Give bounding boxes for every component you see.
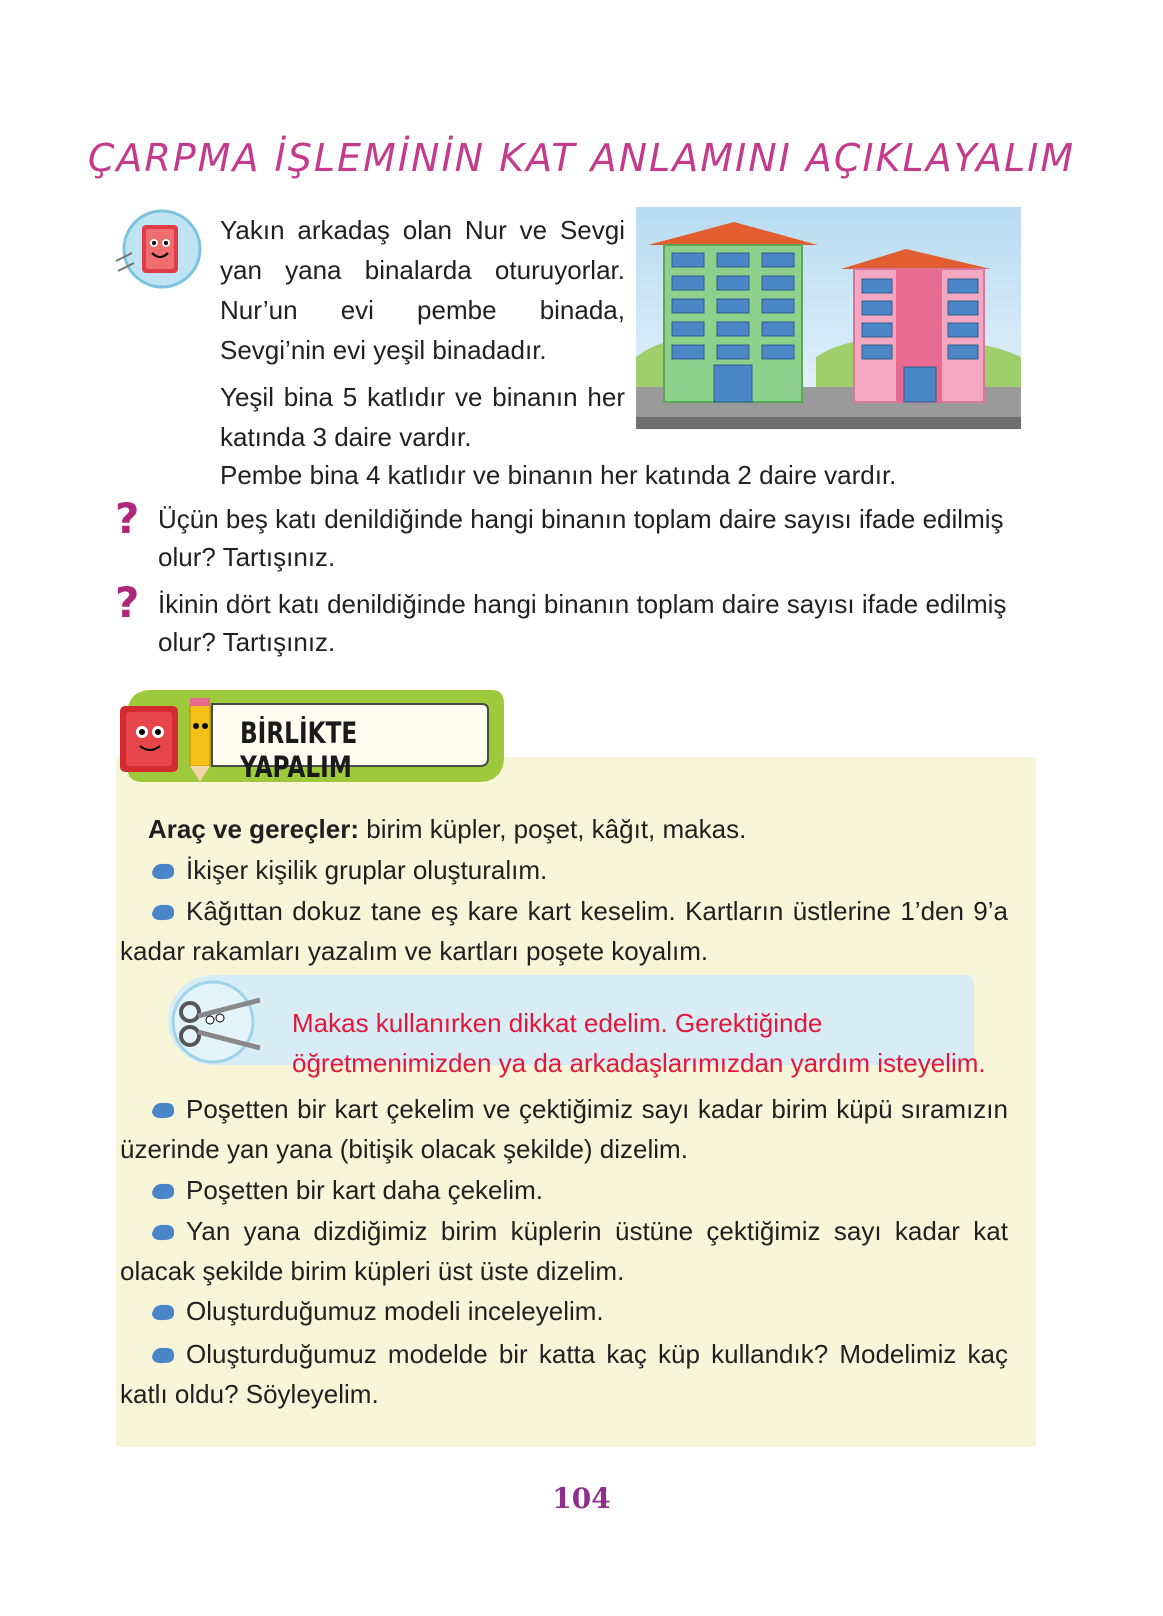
intro-paragraph-1: Yakın arkadaş olan Nur ve Sevgi yan yana binalarda oturuyorlar. Nur’un evi pembe binada, Sevgi’nin evi yeşil binadadır. xyxy=(220,215,625,365)
buildings-illustration xyxy=(636,207,1021,429)
bullet-icon xyxy=(150,1181,176,1201)
intro-paragraph-3: Pembe bina 4 katlıdır ve binanın her katında 2 daire vardır. xyxy=(220,460,897,490)
scissors-icon xyxy=(168,978,263,1066)
bullet-icon xyxy=(150,902,176,922)
page-title: ÇARPMA İŞLEMİNİN KAT ANLAMINI AÇIKLAYALIM xyxy=(87,136,1076,180)
materials-label: Araç ve gereçler: xyxy=(148,814,360,844)
step-6 xyxy=(150,1291,1010,1331)
section-banner-label: BİRLİKTE YAPALIM xyxy=(240,716,358,784)
step-text: Yan yana dizdiğimiz birim küplerin üstüne çektiğimiz sayı kadar kat olacak şekilde birim küpleri üst üste dizelim. xyxy=(120,1216,1008,1286)
intro-paragraph-2: Yeşil bina 5 katlıdır ve binanın her katında 3 daire vardır. xyxy=(220,382,625,452)
bullet-icon xyxy=(150,1345,176,1365)
step-3 xyxy=(120,1089,1008,1169)
section-banner xyxy=(112,686,507,786)
question-1: Üçün beş katı denildiğinde hangi binanın toplam daire sayısı ifade edilmiş olur? Tartışınız. xyxy=(158,504,1004,572)
materials-text: birim küpler, poşet, kâğıt, makas. xyxy=(359,814,747,844)
step-1 xyxy=(150,850,1010,890)
warning-text: Makas kullanırken dikkat edelim. Gerektiğinde öğretmenimizden ya da arkadaşlarımızdan yardım isteyelim. xyxy=(292,1008,986,1078)
notebook-mascot-icon xyxy=(112,205,207,290)
question-mark-icon: ? xyxy=(115,494,140,543)
step-7 xyxy=(120,1334,1008,1414)
step-2 xyxy=(120,891,1008,971)
step-text: Poşetten bir kart daha çekelim. xyxy=(186,1175,543,1205)
step-text: Oluşturduğumuz modelde bir katta kaç küp kullandık? Modelimiz kaç katlı oldu? Söyleyelim. xyxy=(120,1339,1008,1409)
step-text: Oluşturduğumuz modeli inceleyelim. xyxy=(186,1296,604,1326)
page-number: 104 xyxy=(552,1482,611,1515)
question-mark-icon: ? xyxy=(115,578,140,627)
step-text: İkişer kişilik gruplar oluşturalım. xyxy=(186,855,548,885)
step-4 xyxy=(150,1170,1010,1210)
materials-line xyxy=(148,809,746,849)
bullet-icon xyxy=(150,1302,176,1322)
step-text: Kâğıttan dokuz tane eş kare kart keselim. Kartların üstlerine 1’den 9’a kadar rakamları yazalım ve kartları poşete koyalım. xyxy=(120,896,1008,966)
bullet-icon xyxy=(150,1100,176,1120)
intro-text xyxy=(220,210,625,464)
bullet-icon xyxy=(150,1222,176,1242)
step-5 xyxy=(120,1211,1008,1291)
step-text: Poşetten bir kart çekelim ve çektiğimiz sayı kadar birim küpü sıramızın üzerinde yan yana (bitişik olacak şekilde) dizelim. xyxy=(120,1094,1008,1164)
bullet-icon xyxy=(150,861,176,881)
question-2: İkinin dört katı denildiğinde hangi binanın toplam daire sayısı ifade edilmiş olur? Tartışınız. xyxy=(158,589,1007,657)
